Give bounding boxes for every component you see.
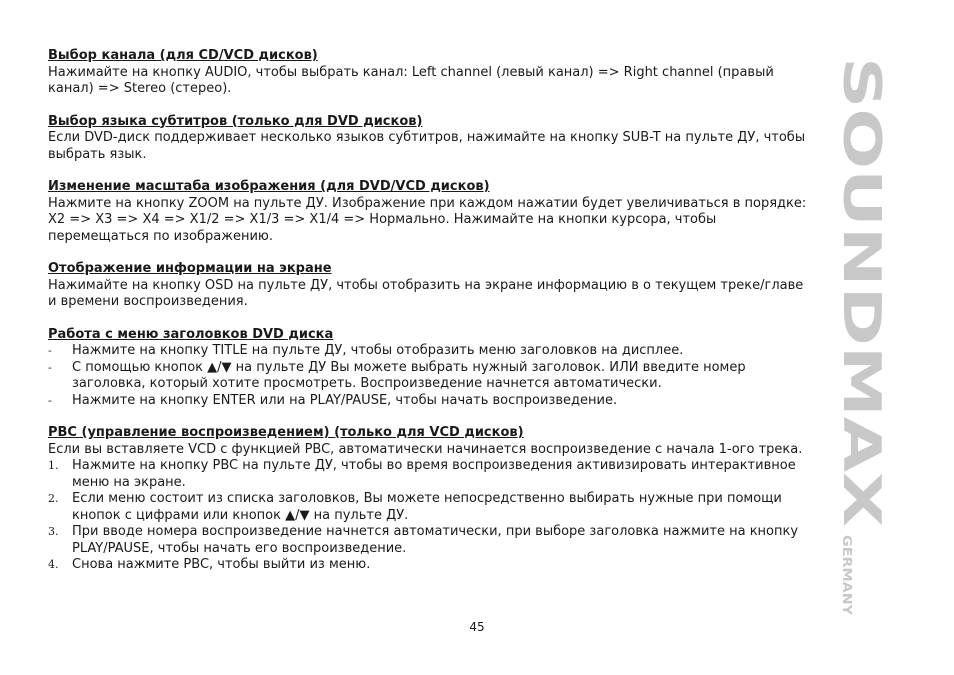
- section-subtitles: [48, 114, 808, 164]
- section-text: Если DVD-диск поддерживает несколько языков субтитров, нажимайте на кнопку SUB-T на пульте ДУ, чтобы выбрать язык.: [48, 130, 806, 162]
- section-text: Нажмите на кнопку ZOOM на пульте ДУ. Изображение при каждом нажатии будет увеличиваться в порядке: X2 => X3 => X4 => X1/2 => X1/3 => X1/4 => Нормально. Нажимайте на кнопки курсора, чтобы перемещаться по изображению.: [48, 195, 807, 244]
- list-marker: -: [48, 344, 52, 357]
- list-item: [48, 524, 808, 557]
- list-marker: 4.: [48, 558, 59, 571]
- section-heading: Изменение масштаба изображения (для DVD/VCD дисков): [48, 179, 490, 194]
- section-heading: PBC (управление воспроизведением) (только для VCD дисков): [48, 425, 524, 440]
- bullet-list: [48, 343, 808, 409]
- page-number: 45: [469, 620, 485, 634]
- section-text: Нажимайте на кнопку OSD на пульте ДУ, чтобы отобразить на экране информацию в о текущем треке/главе и времени воспроизведения.: [48, 277, 804, 309]
- page-content: [48, 48, 808, 590]
- section-channel: [48, 48, 808, 98]
- list-item: [48, 360, 808, 393]
- section-text: Нажимайте на кнопку AUDIO, чтобы выбрать канал: Left channel (левый канал) => Right channel (правый канал) => Stereo (стерео).: [48, 64, 774, 96]
- brand-sub-text: GERMANY: [840, 535, 854, 603]
- list-item: [48, 393, 808, 410]
- list-item-text: Если меню состоит из списка заголовков, Вы можете непосредственно выбирать нужные при помощи кнопок с цифрами или кнопок ▲/▼ на пульте ДУ.: [72, 491, 782, 523]
- list-marker: 2.: [48, 492, 59, 505]
- list-item: [48, 557, 808, 574]
- section-pbc: [48, 425, 808, 574]
- list-item-text: Нажмите на кнопку ENTER или на PLAY/PAUSE, чтобы начать воспроизведение.: [72, 392, 618, 408]
- list-item: [48, 343, 808, 360]
- list-marker: 1.: [48, 459, 59, 472]
- section-heading: Выбор языка субтитров (только для DVD дисков): [48, 113, 423, 129]
- numbered-list: [48, 458, 808, 574]
- section-text: Если вы вставляете VCD с функцией PBC, автоматически начинается воспроизведение с начала 1-ого трека.: [48, 441, 803, 457]
- section-title-menu: [48, 327, 808, 410]
- list-marker: -: [48, 360, 52, 374]
- list-item: [48, 458, 808, 491]
- list-item: [48, 491, 808, 524]
- list-item-text: При вводе номера воспроизведение начнется автоматически, при выборе заголовка нажмите на кнопку PLAY/PAUSE, чтобы начать его воспроизведение.: [72, 524, 799, 556]
- list-item-text: Нажмите на кнопку PBC на пульте ДУ, чтобы во время воспроизведения активизировать интерактивное меню на экране.: [72, 458, 796, 490]
- brand-logo: [831, 55, 895, 615]
- brand-logo-text: SOUNDMAX: [831, 57, 891, 400]
- section-zoom: [48, 179, 808, 245]
- list-item-text: С помощью кнопок ▲/▼ на пульте ДУ Вы можете выбрать нужный заголовок. ИЛИ введите номер заголовка, который хотите просмотреть. Воспроизведение начнется автоматически.: [72, 359, 746, 391]
- list-marker: 3.: [48, 525, 59, 538]
- section-heading: Отображение информации на экране: [48, 261, 332, 276]
- list-marker: -: [48, 393, 52, 407]
- section-heading: Работа с меню заголовков DVD диска: [48, 326, 334, 342]
- section-osd: [48, 261, 808, 311]
- list-item-text: Снова нажмите PBC, чтобы выйти из меню.: [72, 557, 371, 572]
- section-heading: Выбор канала (для CD/VCD дисков): [48, 48, 318, 63]
- list-item-text: Нажмите на кнопку TITLE на пульте ДУ, чтобы отобразить меню заголовков на дисплее.: [72, 343, 684, 358]
